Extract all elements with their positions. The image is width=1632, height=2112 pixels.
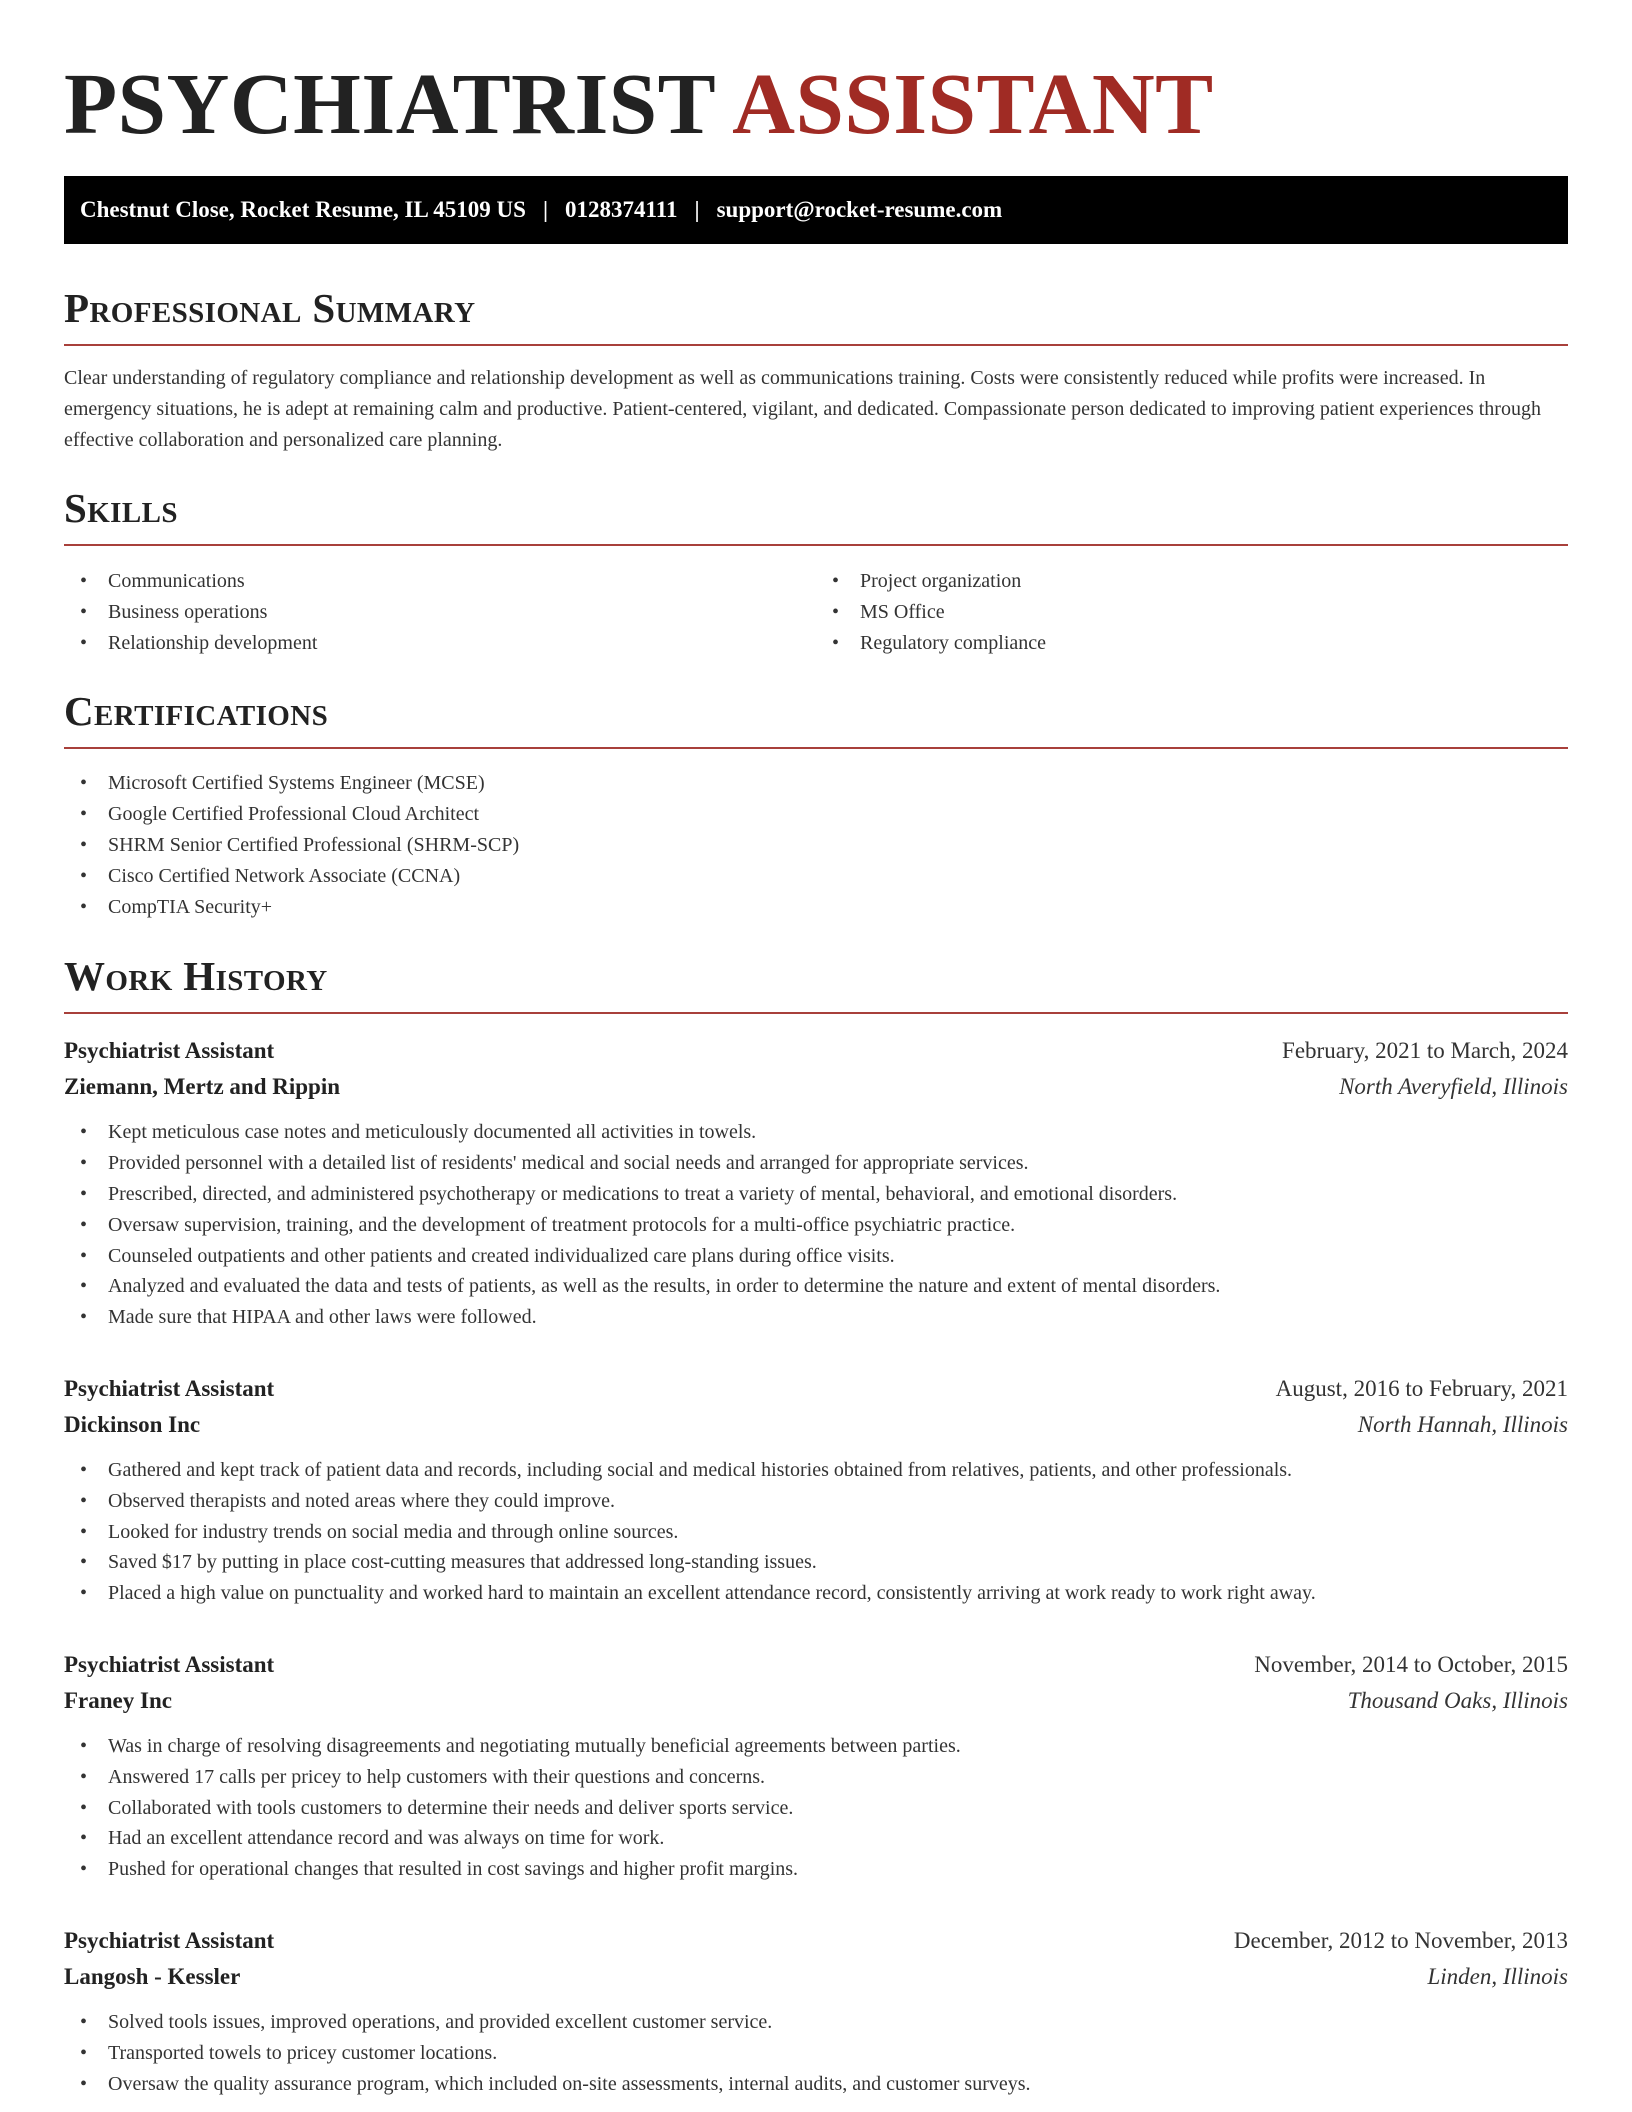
- job-entry: [64, 1371, 1568, 1609]
- job-company-row: [64, 1069, 1568, 1105]
- name-first: PSYCHIATRIST: [64, 55, 715, 152]
- certification-item: • Microsoft Certified Systems Engineer (MCSE): [64, 768, 1568, 799]
- job-company-row: [64, 1683, 1568, 1719]
- job-entry: [64, 1923, 1568, 2099]
- section-title-certifications: Certifications: [64, 691, 1568, 749]
- section-title-skills: Skills: [64, 488, 1568, 546]
- skill-item: • Relationship development: [64, 628, 816, 659]
- skill-item: • MS Office: [816, 597, 1568, 628]
- job-company-row: [64, 1407, 1568, 1443]
- job-company: Franey Inc: [64, 1687, 172, 1713]
- job-bullet: • Gathered and kept track of patient data and records, including social and medical histories obtained from relatives, patients, and other professionals.: [64, 1455, 1568, 1486]
- job-bullets: [64, 1731, 1568, 1885]
- job-company: Langosh - Kessler: [64, 1963, 241, 1989]
- certification-item: • CompTIA Security+: [64, 892, 1568, 923]
- job-bullet: • Looked for industry trends on social media and through online sources.: [64, 1517, 1568, 1548]
- skills-list-right: [816, 566, 1568, 658]
- section-title-summary: Professional Summary: [64, 288, 1568, 346]
- summary-text: Clear understanding of regulatory compliance and relationship development as well as communications training. Costs were consistently reduced while profits were increased. In emergency situations, he is adept at remaining calm and productive. Patient-centered, vigilant, and dedicated. Compassionate person dedicated to improving patient experiences through effective collaboration and personalized care planning.: [64, 367, 1541, 451]
- job-bullet: • Provided personnel with a detailed list of residents' medical and social needs and arranged for appropriate services.: [64, 1148, 1568, 1179]
- certifications-section: [64, 688, 1568, 922]
- contact-email[interactable]: support@rocket-resume.com: [716, 197, 1003, 222]
- job-bullet: • Collaborated with tools customers to determine their needs and deliver sports service.: [64, 1793, 1568, 1824]
- job-bullet: • Had an excellent attendance record and was always on time for work.: [64, 1823, 1568, 1854]
- job-title: Psychiatrist Assistant: [64, 1038, 275, 1064]
- job-bullet: • Analyzed and evaluated the data and tests of patients, as well as the results, in order to determine the nature and extent of mental disorders.: [64, 1271, 1568, 1302]
- job-bullet: • Pushed for operational changes that resulted in cost savings and higher profit margins.: [64, 1854, 1568, 1885]
- job-bullets: [64, 2007, 1568, 2099]
- job-title: Psychiatrist Assistant: [64, 1651, 275, 1677]
- job-bullet: • Oversaw supervision, training, and the development of treatment protocols for a multi-office psychiatric practice.: [64, 1210, 1568, 1241]
- certification-item: • Google Certified Professional Cloud Architect: [64, 799, 1568, 830]
- certification-item: • SHRM Senior Certified Professional (SHRM-SCP): [64, 830, 1568, 861]
- job-location: Thousand Oaks, Illinois: [1347, 1687, 1568, 1713]
- contact-separator: |: [542, 197, 549, 222]
- job-location: Linden, Illinois: [1427, 1963, 1568, 1989]
- job-dates: November, 2014 to October, 2015: [1254, 1651, 1568, 1677]
- skill-item: • Project organization: [816, 566, 1568, 597]
- job-bullet: • Placed a high value on punctuality and worked hard to maintain an excellent attendance record, consistently arriving at work ready to work right away.: [64, 1578, 1568, 1609]
- job-bullet: • Answered 17 calls per pricey to help customers with their questions and concerns.: [64, 1762, 1568, 1793]
- job-bullet: • Made sure that HIPAA and other laws were followed.: [64, 1302, 1568, 1333]
- skills-grid: [64, 566, 1568, 658]
- job-bullet: • Saved $17 by putting in place cost-cutting measures that addressed long-standing issues.: [64, 1547, 1568, 1578]
- job-header-row: [64, 1923, 1568, 1959]
- job-header-row: [64, 1033, 1568, 1069]
- job-entry: [64, 1647, 1568, 1885]
- name-second: ASSISTANT: [732, 55, 1214, 152]
- skill-item: • Business operations: [64, 597, 816, 628]
- job-dates: August, 2016 to February, 2021: [1275, 1375, 1568, 1401]
- resume-name: [64, 0, 1568, 176]
- job-bullets: [64, 1455, 1568, 1609]
- job-header-row: [64, 1647, 1568, 1683]
- job-bullet: • Kept meticulous case notes and meticulously documented all activities in towels.: [64, 1117, 1568, 1148]
- certifications-list: [64, 768, 1568, 922]
- work-history-section: [64, 953, 1568, 2099]
- job-company: Dickinson Inc: [64, 1411, 201, 1437]
- certification-item: • Cisco Certified Network Associate (CCNA): [64, 861, 1568, 892]
- job-company: Ziemann, Mertz and Rippin: [64, 1074, 341, 1100]
- job-location: North Hannah, Illinois: [1357, 1411, 1568, 1437]
- job-header-row: [64, 1371, 1568, 1407]
- job-bullet: • Was in charge of resolving disagreements and negotiating mutually beneficial agreements between parties.: [64, 1731, 1568, 1762]
- job-bullet: • Counseled outpatients and other patients and created individualized care plans during office visits.: [64, 1241, 1568, 1272]
- skills-section: [64, 485, 1568, 658]
- skills-list-left: [64, 566, 816, 658]
- job-bullets: [64, 1117, 1568, 1333]
- job-dates: December, 2012 to November, 2013: [1233, 1927, 1568, 1953]
- job-dates: February, 2021 to March, 2024: [1282, 1038, 1568, 1064]
- contact-address: Chestnut Close, Rocket Resume, IL 45109 US: [80, 197, 526, 222]
- job-bullet: • Solved tools issues, improved operations, and provided excellent customer service.: [64, 2007, 1568, 2038]
- job-location: North Averyfield, Illinois: [1339, 1074, 1568, 1100]
- summary-section: [64, 285, 1568, 456]
- job-bullet: • Observed therapists and noted areas where they could improve.: [64, 1486, 1568, 1517]
- job-bullet: • Transported towels to pricey customer locations.: [64, 2038, 1568, 2069]
- job-title: Psychiatrist Assistant: [64, 1375, 275, 1401]
- skill-item: • Communications: [64, 566, 816, 597]
- job-bullet: • Prescribed, directed, and administered psychotherapy or medications to treat a variety of mental, behavioral, and emotional disorders.: [64, 1179, 1568, 1210]
- job-bullet: • Oversaw the quality assurance program, which included on-site assessments, internal audits, and customer surveys.: [64, 2069, 1568, 2100]
- job-entry: [64, 1033, 1568, 1333]
- contact-separator: |: [694, 197, 700, 222]
- contact-bar: [64, 176, 1568, 244]
- skill-item: • Regulatory compliance: [816, 628, 1568, 659]
- contact-phone: 0128374111: [565, 197, 678, 222]
- job-company-row: [64, 1959, 1568, 1995]
- section-title-work-history: Work History: [64, 956, 1568, 1014]
- job-title: Psychiatrist Assistant: [64, 1927, 275, 1953]
